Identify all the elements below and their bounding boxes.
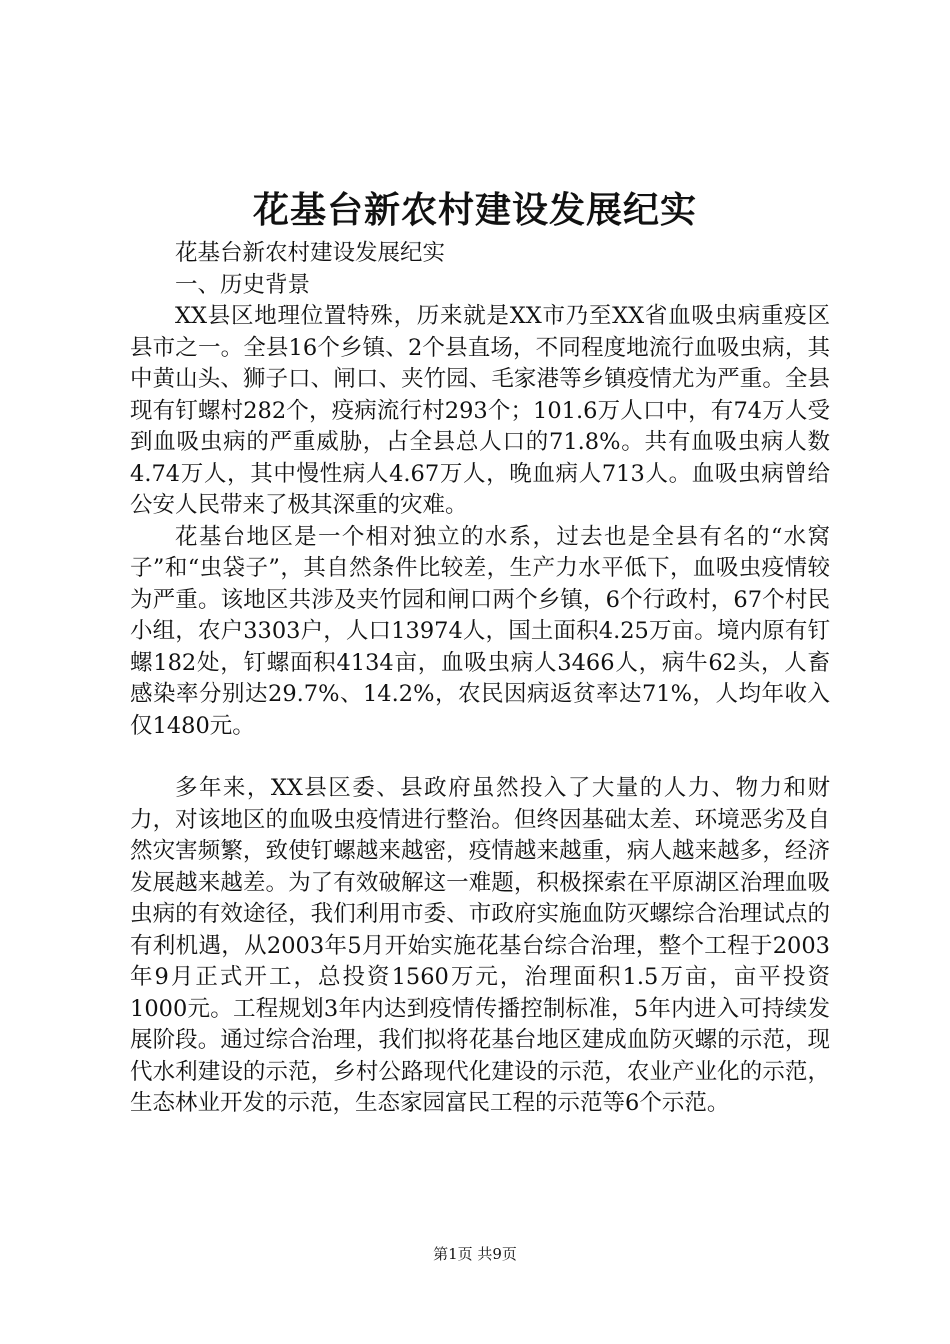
- body-paragraph: 花基台地区是一个相对独立的水系，过去也是全县有名的“水窝子”和“虫袋子”，其自然条件比较差，生产力水平低下，血吸虫疫情较为严重。该地区共涉及夹竹园和闸口两个乡镇，6个行政村，67个村民小组，农户3303户，人口13974人，国土面积4.25万亩。境内原有钉螺182处，钉螺面积4134亩，血吸虫病人3466人，病牛62头，人畜感染率分别达29.7%、14.2%，农民因病返贫率达71%，人均年收入仅1480元。: [130, 523, 830, 739]
- page-footer: [0, 1244, 950, 1264]
- subtitle-paragraph: 花基台新农村建设发展纪实: [175, 240, 446, 266]
- section-heading: 一、历史背景: [175, 271, 311, 298]
- document-title: 花基台新农村建设发展纪实: [252, 189, 697, 231]
- body-paragraph: XX县区地理位置特殊，历来就是XX市乃至XX省血吸虫病重疫区县市之一。全县16个乡镇、2个县直场，不同程度地流行血吸虫病，其中黄山头、狮子口、闸口、夹竹园、毛家港等乡镇疫情尤为严重。全县现有钉螺村282个，疫病流行村293个；101.6万人口中，有74万人受到血吸虫病的严重威胁，占全县总人口的71.8%。共有血吸虫病人数4.74万人，其中慢性病人4.67万人，晚血病人713人。血吸虫病曾给公安人民带来了极其深重的灾难。: [130, 303, 830, 518]
- page-indicator: 第1页 共9页: [433, 1245, 517, 1263]
- document-body: [130, 238, 830, 1120]
- body-paragraph: 多年来，XX县区委、县政府虽然投入了大量的人力、物力和财力，对该地区的血吸虫疫情进行整治。但终因基础太差、环境恶劣及自然灾害频繁，致使钉螺越来越密，疫情越来越重，病人越来越多，经济发展越来越差。为了有效破解这一难题，积极探索在平原湖区治理血吸虫病的有效途径，我们利用市委、市政府实施血防灭螺综合治理试点的有利机遇，从2003年5月开始实施花基台综合治理，整个工程于2003年9月正式开工，总投资1560万元，治理面积1.5万亩，亩平投资1000元。工程规划3年内达到疫情传播控制标准，5年内进入可持续发展阶段。通过综合治理，我们拟将花基台地区建成血防灭螺的示范，现代水利建设的示范，乡村公路现代化建设的示范，农业产业化的示范，生态林业开发的示范，生态家园富民工程的示范等6个示范。: [130, 775, 830, 1116]
